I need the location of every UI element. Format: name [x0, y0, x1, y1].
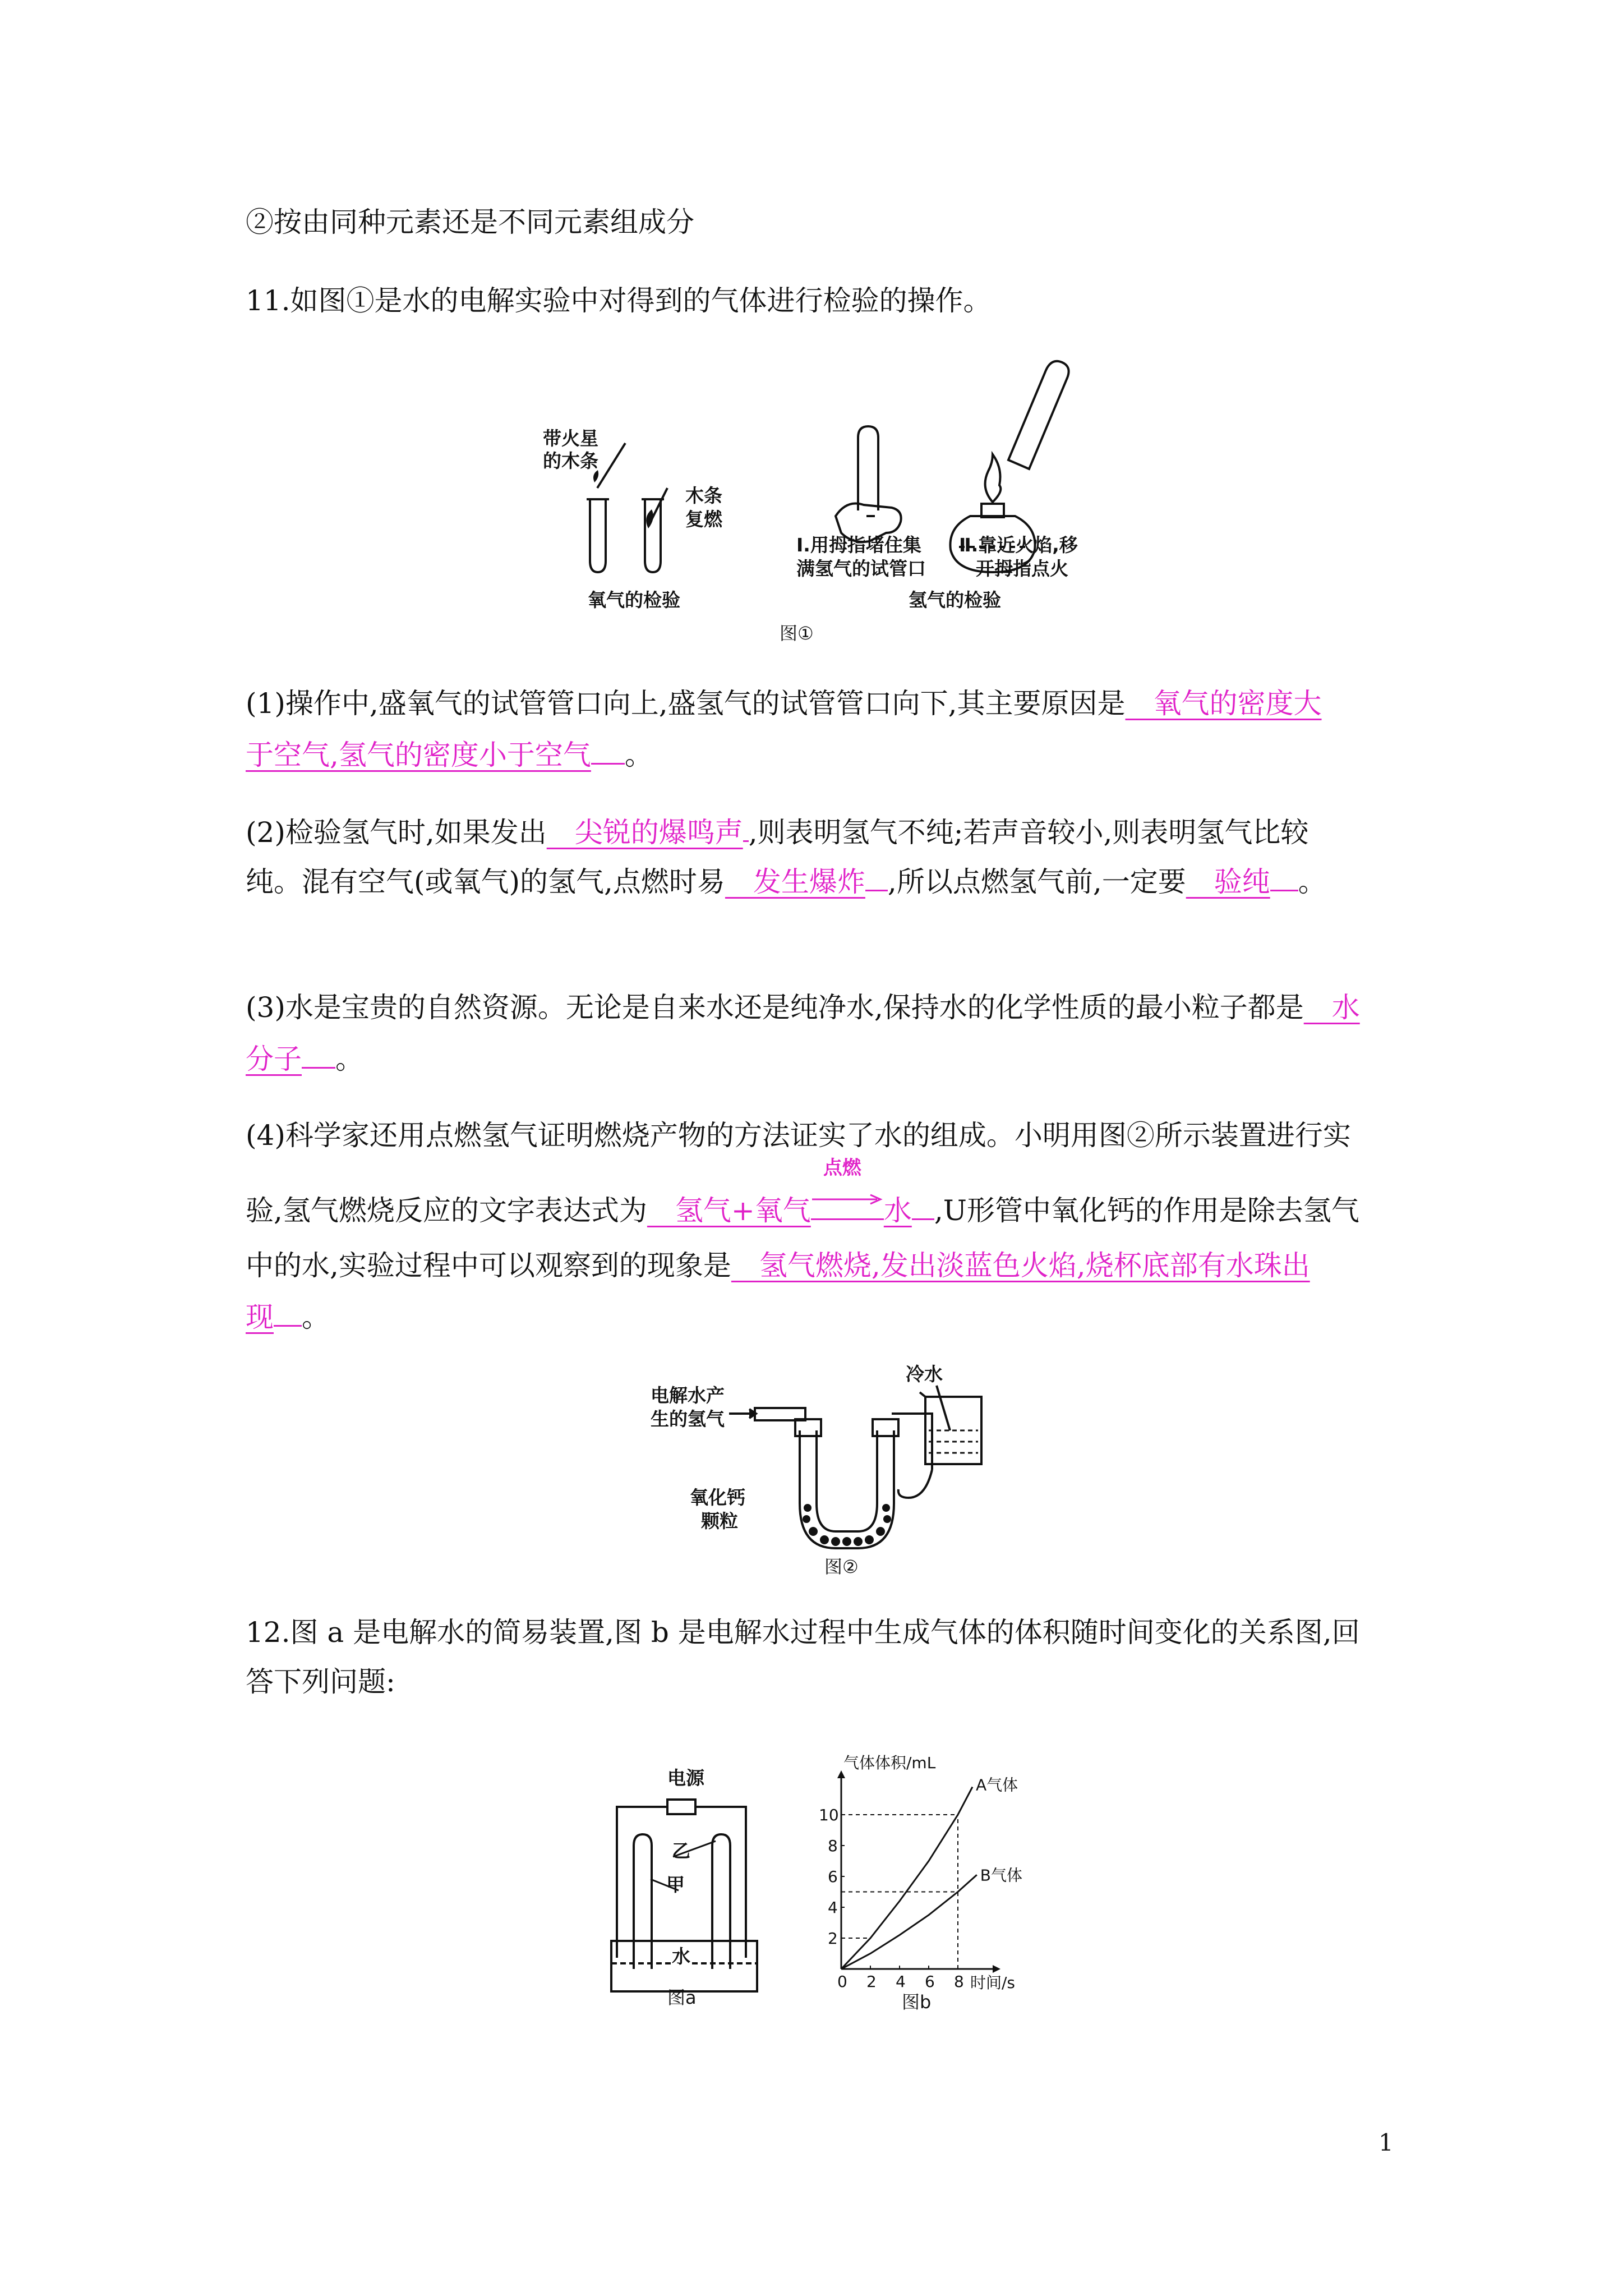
q11-3-prefix: (3)水是宝贵的自然资源。无论是自来水还是纯净水,保持水的化学性质的最小粒子都是 — [246, 991, 1304, 1024]
electrolysis-tube-left — [634, 1834, 652, 1969]
label-hydrogen-test: 氢气的检验 — [909, 589, 1001, 611]
y-tick-label-2: 2 — [828, 1929, 838, 1948]
x-tick-label-2: 2 — [866, 1972, 877, 1991]
label-hydrogen-source-1: 电解水产 — [651, 1384, 725, 1406]
y-tick-label-8: 8 — [828, 1837, 838, 1855]
inverted-test-tube — [1008, 361, 1069, 469]
figure-a — [606, 1767, 774, 2008]
q11-1-suffix: 。 — [624, 739, 653, 771]
label-step-2-b: 开拇指点火 — [976, 558, 1068, 579]
question-11-title: 11.如图①是水的电解实验中对得到的气体进行检验的操作。 — [246, 284, 992, 317]
y-tick-label-10: 10 — [819, 1806, 839, 1824]
x-tick-label-8: 8 — [954, 1972, 964, 1991]
question-12-line-2: 答下列问题: — [246, 1665, 395, 1698]
question-11-1-line-1 — [246, 687, 1322, 720]
q11-4-equation-arrow — [811, 1157, 884, 1220]
figure-b-caption: 图b — [902, 1991, 932, 2013]
q11-2-blank-2-tail — [865, 863, 888, 891]
q11-2-middle: ,则表明氢气不纯;若声音较小,则表明氢气比较 — [748, 816, 1309, 849]
question-11-4-line-4 — [246, 1298, 330, 1334]
q11-4-line-2-prefix: 验,氢气燃烧反应的文字表达式为 — [246, 1194, 647, 1227]
x-tick-label-6: 6 — [925, 1972, 935, 1991]
page-number: 1 — [1378, 2129, 1394, 2156]
q11-2-blank-1-tail — [743, 813, 749, 842]
q11-3-blank-tail — [302, 1040, 335, 1069]
label-glowing-splint-2: 的木条 — [543, 450, 598, 472]
label-step-2-a: Ⅱ.靠近火焰,移 — [959, 534, 1078, 556]
q11-2-suffix: 。 — [1298, 866, 1326, 898]
q11-1-prefix: (1)操作中,盛氧气的试管管口向上,盛氢气的试管管口向下,其主要原因是 — [246, 687, 1126, 720]
oxygen-test-tube-1 — [587, 499, 609, 572]
x-tick-label-4: 4 — [896, 1972, 906, 1991]
flame — [985, 454, 1001, 502]
text-line-top: ②按由同种元素还是不同元素组成分 — [246, 206, 694, 238]
figure-b — [808, 1750, 1054, 2014]
label-splint-relit-1: 木条 — [685, 485, 722, 507]
q11-4-suffix: 。 — [302, 1301, 330, 1333]
q11-2-blank-3-tail — [1270, 863, 1298, 891]
figure-a-drawing — [606, 1767, 774, 2008]
hydrogen-tube-thumb — [836, 426, 901, 542]
q11-4-equation-left: 氢气+氧气 — [647, 1194, 811, 1227]
figure-2 — [645, 1363, 993, 1588]
q11-3-answer-part-1: 水 — [1303, 991, 1360, 1024]
figure-b-chart — [808, 1750, 1054, 2014]
question-11-4-line-1: (4)科学家还用点燃氢气证明燃烧产物的方法证实了水的组成。小明用图②所示装置进行实 — [246, 1119, 1351, 1152]
q11-2-answer-2: 发生爆炸 — [725, 866, 865, 898]
power-source — [667, 1800, 695, 1814]
question-11-3-line-1 — [246, 991, 1360, 1024]
label-glowing-splint-1: 带火星 — [543, 427, 598, 449]
label-oxygen-test: 氧气的检验 — [588, 589, 680, 611]
y-axis-label: 气体体积/mL — [843, 1754, 936, 1772]
label-splint-relit-2: 复燃 — [685, 508, 722, 530]
q11-1-blank-tail — [591, 736, 625, 765]
label-cao-2: 颗粒 — [701, 1510, 738, 1532]
question-11-1-line-2 — [246, 736, 653, 772]
q11-4-line-3-prefix: 中的水,实验过程中可以观察到的现象是 — [246, 1249, 731, 1282]
q11-3-answer-part-2: 分子 — [246, 1043, 302, 1075]
label-water: 水 — [672, 1945, 690, 1967]
label-tube-yi: 乙 — [672, 1840, 690, 1862]
figure-1 — [533, 348, 1122, 651]
oxygen-test-tube-2 — [642, 499, 664, 572]
label-hydrogen-source-2: 生的氢气 — [651, 1408, 725, 1430]
x-axis-label: 时间/s — [970, 1973, 1016, 1992]
figure-2-caption: 图② — [824, 1556, 859, 1577]
q11-4-answer-part-2: 现 — [246, 1301, 274, 1333]
figure-1-caption: 图① — [780, 623, 814, 644]
glowing-splint — [597, 443, 625, 488]
q11-1-answer-part-1: 氧气的密度大 — [1125, 687, 1322, 720]
q11-2-line-2-prefix: 纯。混有空气(或氧气)的氢气,点燃时易 — [246, 866, 725, 898]
q11-3-suffix: 。 — [335, 1043, 363, 1075]
q11-4-blank-eq-tail — [912, 1191, 934, 1220]
label-cold-water: 冷水 — [906, 1363, 943, 1385]
electrolysis-tube-right — [712, 1834, 730, 1969]
label-step-1-b: 满氢气的试管口 — [796, 558, 926, 579]
label-tube-jia: 甲 — [666, 1874, 685, 1895]
question-11-3-line-2 — [246, 1040, 363, 1076]
label-power-source: 电源 — [667, 1767, 704, 1789]
series-label-a: A气体 — [976, 1775, 1018, 1795]
question-11-2-line-2 — [246, 863, 1326, 899]
label-step-1-a: Ⅰ.用拇指堵住集 — [796, 534, 921, 556]
question-11-2-line-1 — [246, 813, 1308, 849]
q11-2-answer-1: 尖锐的爆鸣声 — [546, 816, 743, 849]
q11-1-answer-part-2: 于空气,氢气的密度小于空气 — [246, 739, 591, 771]
question-11-4-line-2 — [246, 1157, 1359, 1227]
q11-2-prefix: (2)检验氢气时,如果发出 — [246, 816, 547, 849]
q11-2-answer-3: 验纯 — [1186, 866, 1270, 898]
y-tick-label-6: 6 — [828, 1867, 838, 1886]
figure-a-caption: 图a — [667, 1987, 697, 2008]
q11-4-blank-tail — [274, 1298, 302, 1327]
question-12-line-1: 12.图 a 是电解水的简易装置,图 b 是电解水过程中生成气体的体积随时间变化的关系图,回 — [246, 1616, 1360, 1649]
question-11-4-line-3 — [246, 1249, 1310, 1282]
x-axis-arrow-icon — [993, 1965, 1000, 1973]
x-tick-label-0: 0 — [837, 1972, 847, 1991]
y-tick-label-4: 4 — [828, 1898, 838, 1917]
q11-4-equation-condition: 点燃 — [823, 1157, 861, 1179]
q11-4-answer-part-1: 氢气燃烧,发出淡蓝色火焰,烧杯底部有水珠出 — [731, 1249, 1310, 1282]
q11-4-equation-right: 水 — [883, 1194, 912, 1227]
q11-4-line-2-suffix: ,U形管中氧化钙的作用是除去氢气 — [934, 1194, 1359, 1227]
reaction-arrow-icon — [811, 1193, 884, 1206]
label-cao-1: 氧化钙 — [690, 1487, 745, 1508]
q11-2-line-2-middle: ,所以点燃氢气前,一定要 — [887, 866, 1186, 898]
series-label-b: B气体 — [980, 1866, 1023, 1885]
